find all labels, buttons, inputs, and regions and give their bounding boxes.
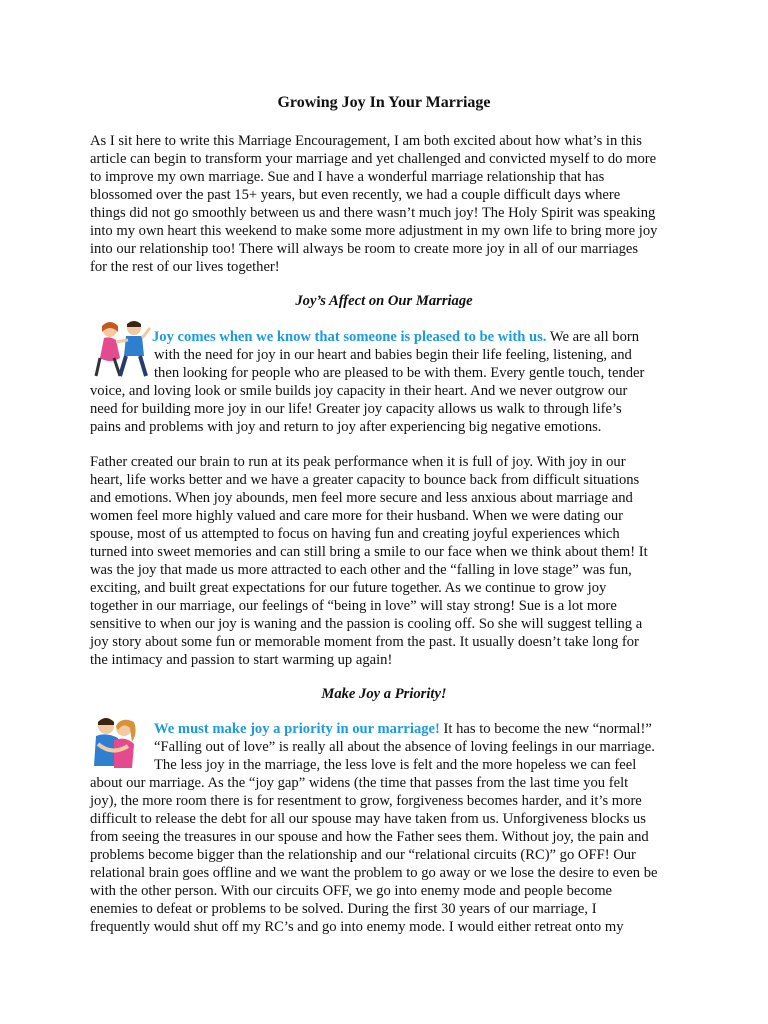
- text-line: into our relationship too! There will always be room to create more joy in all of our marriages: [90, 241, 639, 257]
- text-line: sensitive to when our joy is waning and the passion is cooling off. So she will suggest telling a: [90, 616, 643, 632]
- text-line: [90, 328, 690, 346]
- text-line: [90, 720, 690, 738]
- text-line: enemies to defeat or problems to be solved. During the first 30 years of our marriage, I: [90, 901, 597, 917]
- text-line: into my own heart this weekend to make some more adjustment in my own life to bring more joy: [90, 223, 658, 239]
- text-line: voice, and loving look or smile builds joy capacity in their heart. And we never outgrow our: [90, 383, 628, 399]
- section1-paragraph2: [90, 453, 690, 669]
- text-line: joy), the more room there is for resentment to grow, forgiveness becomes harder, and it’s more: [90, 793, 642, 809]
- text-line: relational brain goes offline and we want the problem to go away or we lose the desire to even be: [90, 865, 658, 881]
- text-fragment: We are all born: [546, 329, 640, 345]
- section-heading-joy-affect: Joy’s Affect on Our Marriage: [295, 293, 473, 309]
- highlight-text: Joy comes when we know that someone is pleased to be with us.: [152, 329, 547, 345]
- text-line: to improve my own marriage. Sue and I have a wonderful marriage relationship that has: [90, 169, 605, 185]
- section1-paragraph1: [90, 328, 690, 436]
- text-line: from seeing the treasures in our spouse and how the Father sees them. Without joy, the pain and: [90, 829, 649, 845]
- page-title: Growing Joy In Your Marriage: [277, 94, 491, 111]
- text-line: was the joy that made us more attracted to each other and the “falling in love stage” was fun,: [90, 562, 632, 578]
- text-line: then looking for people who are pleased to be with them. Every gentle touch, tender: [154, 365, 645, 381]
- text-fragment: It has to become the new “normal!”: [439, 721, 652, 737]
- text-line: The less joy in the marriage, the less love is felt and the more hopeless we can feel: [154, 757, 637, 773]
- text-line: heart, life works better and we have a greater capacity to bounce back from difficult situations: [90, 472, 640, 488]
- text-line: exciting, and built great expectations for our future together. As we continue to grow joy: [90, 580, 607, 596]
- text-line: and emotions. When joy abounds, men feel more secure and less anxious about marriage and: [90, 490, 633, 506]
- intro-paragraph: [90, 132, 690, 276]
- text-line: together in our marriage, our feelings of “being in love” will stay strong! Sue is a lot more: [90, 598, 617, 614]
- text-line: Father created our brain to run at its peak performance when it is full of joy. With joy in our: [90, 454, 626, 470]
- text-line: problems become bigger than the relationship and our “relational circuits (RC)” go OFF! Our: [90, 847, 636, 863]
- text-line: need for building more joy in our life! Greater joy capacity allows us walk to through life’s: [90, 401, 622, 417]
- highlight-text: We must make joy a priority in our marriage!: [154, 721, 440, 737]
- text-line: frequently would shut off my RC’s and go into enemy mode. I would either retreat onto my: [90, 919, 624, 935]
- text-line: blossomed over the past 15+ years, but even recently, we had a couple difficult days where: [90, 187, 621, 203]
- text-line: difficult to release the debt for all our spouse may have taken from us. Unforgiveness blocks us: [90, 811, 646, 827]
- text-line: pains and problems with joy and return to joy after experiencing big negative emotions.: [90, 419, 602, 435]
- text-line: spouse, most of us attempted to focus on having fun and creating joyful experiences which: [90, 526, 620, 542]
- text-line: article can begin to transform your marriage and yet challenged and convicted myself to do more: [90, 151, 657, 167]
- text-line: things did not go smoothly between us and there wasn’t much joy! The Holy Spirit was speaking: [90, 205, 656, 221]
- text-line: the intimacy and passion to start warming up again!: [90, 652, 393, 668]
- section2-paragraph: [90, 720, 690, 936]
- text-line: turned into sweet memories and can still bring a smile to our face when we think about them! It: [90, 544, 648, 560]
- text-line: women feel more highly valued and care more for their husband. When we were dating our: [90, 508, 624, 524]
- text-line: joy story about some fun or memorable moment from the past. It usually doesn’t take long for: [90, 634, 639, 650]
- text-line: As I sit here to write this Marriage Encouragement, I am both excited about how what’s in this: [90, 133, 642, 149]
- section-heading-make-joy-priority: Make Joy a Priority!: [321, 686, 447, 702]
- text-line: for the rest of our lives together!: [90, 259, 280, 275]
- text-line: “Falling out of love” is really all about the absence of loving feelings in our marriage.: [154, 739, 655, 755]
- text-line: with the other person. With our circuits OFF, we go into enemy mode and people become: [90, 883, 613, 899]
- text-line: about our marriage. As the “joy gap” widens (the time that passes from the last time you felt: [90, 775, 629, 791]
- text-line: with the need for joy in our heart and babies begin their life feeling, listening, and: [154, 347, 632, 363]
